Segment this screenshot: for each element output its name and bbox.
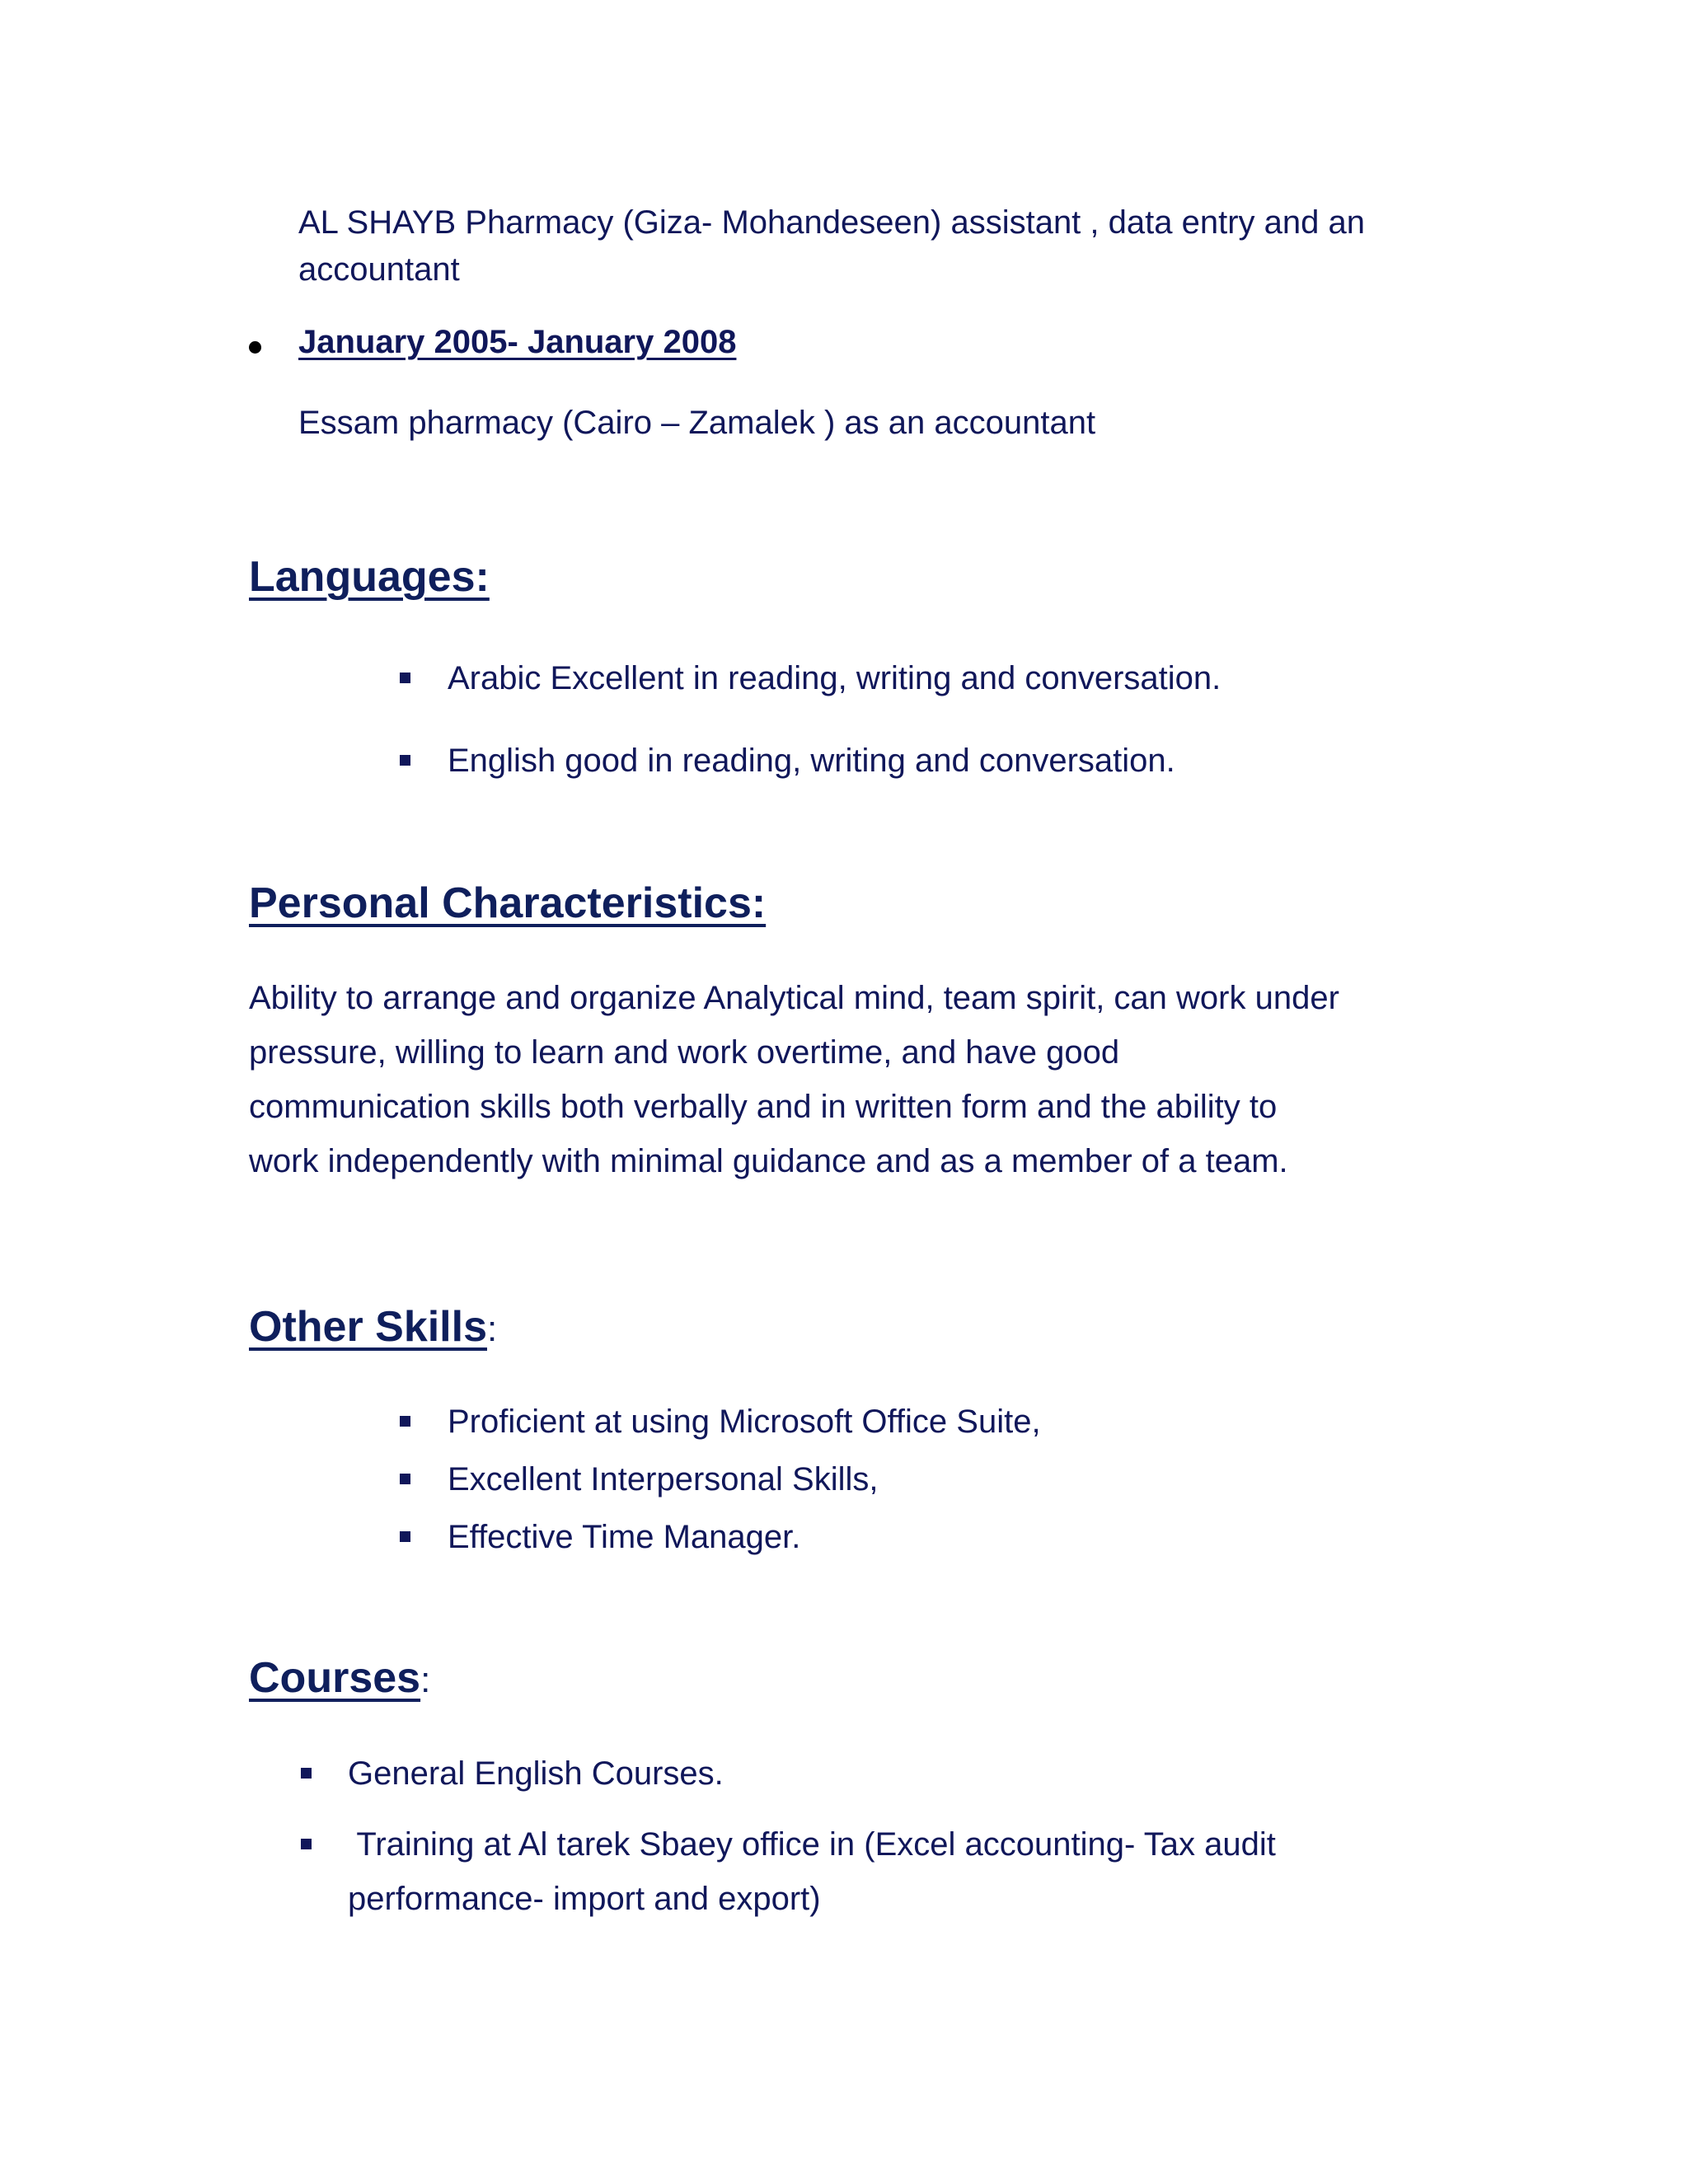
skill-item: Excellent Interpersonal Skills, xyxy=(448,1461,879,1497)
languages-heading-text: Languages: xyxy=(249,553,490,601)
personal-heading xyxy=(249,877,766,930)
skills-heading-colon: : xyxy=(487,1309,498,1349)
experience-alshayb-line2: accountant xyxy=(298,251,460,288)
personal-line: Ability to arrange and organize Analytical mind, team spirit, can work under xyxy=(249,980,1339,1016)
skills-heading xyxy=(249,1301,497,1356)
square-bullet-icon xyxy=(400,1531,410,1542)
square-bullet-icon xyxy=(400,673,410,683)
experience-essam: Essam pharmacy (Cairo – Zamalek ) as an accountant xyxy=(298,405,1096,441)
square-bullet-icon xyxy=(301,1839,312,1849)
personal-line: work independently with minimal guidance and as a member of a team. xyxy=(249,1143,1288,1179)
experience-alshayb-line1: AL SHAYB Pharmacy (Giza- Mohandeseen) assistant , data entry and an xyxy=(298,204,1365,241)
bullet-dot-icon xyxy=(249,341,261,354)
skills-heading-text: Other Skills xyxy=(249,1303,487,1351)
languages-heading xyxy=(249,551,490,603)
personal-line: pressure, willing to learn and work overtime, and have good xyxy=(249,1034,1120,1071)
square-bullet-icon xyxy=(301,1768,312,1779)
course-item: General English Courses. xyxy=(348,1755,724,1792)
square-bullet-icon xyxy=(400,755,410,766)
personal-heading-text: Personal Characteristics: xyxy=(249,879,767,927)
experience-period: January 2005- January 2008 xyxy=(298,324,737,360)
courses-heading-colon: : xyxy=(420,1660,431,1700)
course-item: Training at Al tarek Sbaey office in (Excel accounting- Tax audit xyxy=(348,1826,1276,1863)
square-bullet-icon xyxy=(400,1416,410,1427)
courses-heading xyxy=(249,1652,430,1707)
personal-paragraph xyxy=(249,971,1469,1188)
personal-line: communication skills both verbally and in written form and the ability to xyxy=(249,1089,1278,1125)
skill-item: Proficient at using Microsoft Office Suite, xyxy=(448,1404,1041,1440)
language-item: Arabic Excellent in reading, writing and conversation. xyxy=(448,660,1221,696)
square-bullet-icon xyxy=(400,1474,410,1484)
skill-item: Effective Time Manager. xyxy=(448,1519,801,1555)
courses-heading-text: Courses xyxy=(249,1654,421,1702)
course-item-continued: performance- import and export) xyxy=(348,1881,821,1917)
language-item: English good in reading, writing and conversation. xyxy=(448,743,1175,779)
